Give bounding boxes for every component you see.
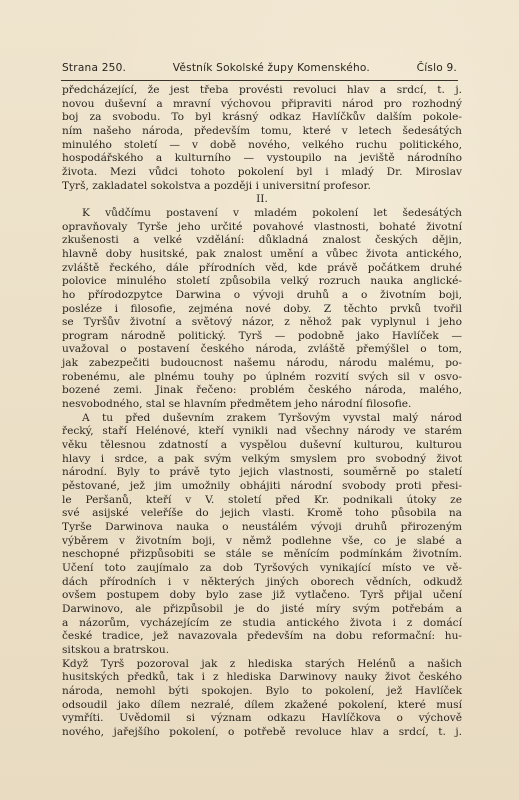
text-line: boj za svobodu. To byl krásný odkaz Havlíčkův dalším pokole- bbox=[62, 111, 462, 124]
header-rule bbox=[61, 80, 458, 81]
text-line: výběrem v životním boji, v němž podlehne vše, co je slabé a bbox=[62, 534, 462, 547]
page-number: Strana 250. bbox=[62, 62, 127, 74]
text-line: jak zabezpečiti budoucnost našemu národu, národu malému, po- bbox=[62, 357, 462, 370]
text-line: nesvobodného, stal se hlavním předmětem jeho národní filosofie. bbox=[62, 398, 412, 411]
text-line: A tu před duševním zrakem Tyršovým vyvstal malý národ bbox=[82, 411, 462, 424]
text-line: dách přírodních i v některých jiných oborech vědních, odkudž bbox=[62, 575, 462, 588]
text-line: husitských předků, tak i z hlediska Darwinovy nauky život českého bbox=[62, 671, 462, 684]
text-line: vymříti. Uvědomil si význam odkazu Havlíčkova o výchově bbox=[62, 712, 462, 725]
section-heading: II. bbox=[256, 193, 268, 206]
text-line: novou duševní a mravní výchovou připraviti národ pro rozhodný bbox=[62, 97, 462, 110]
text-line: zkušenosti a velké vzdělání: důkladná znalost českých dějin, bbox=[62, 234, 462, 247]
text-line: minulého století — v době nového, velkého ruchu politického, bbox=[62, 138, 462, 151]
text-line: posléze i filosofie, zejména nové doby. Z těchto prvků tvořil bbox=[62, 302, 462, 315]
body-text bbox=[62, 84, 462, 740]
text-line: života. Mezi vůdci tohoto pokolení byl i mladý Dr. Miroslav bbox=[62, 165, 462, 178]
text-line: své asijské veleříše do jejich vlasti. Kromě toho působila na bbox=[62, 507, 462, 520]
text-line: program národně politický. Tyrš — podobně jako Havlíček — bbox=[62, 329, 462, 342]
text-line: hospodářského a kulturního — vystoupilo na jeviště národního bbox=[62, 152, 462, 165]
text-line: národa, nemohl býti spokojen. Bylo to pokolení, jež Havlíček bbox=[62, 684, 462, 697]
text-line: neschopné přizpůsobiti se stále se měnícím podmínkám životním. bbox=[62, 548, 462, 561]
text-line: le Peršanů, kteří v V. století před Kr. podnikali útoky ze bbox=[62, 493, 462, 506]
text-line: se Tyršův životní a světový názor, z něhož pak vyplynul i jeho bbox=[62, 316, 462, 329]
text-line: národní. Byly to právě tyto jejich vlastnosti, souměrně po staletí bbox=[62, 466, 462, 479]
text-line: polovice minulého století způsobila velký rozruch nauka anglické- bbox=[62, 275, 462, 288]
text-line: bozené zemi. Jinak řečeno: problém českého národa, malého, bbox=[62, 384, 462, 397]
text-line: sitskou a bratrskou. bbox=[62, 643, 170, 656]
text-line: zvláště řeckého, dále přírodních věd, kde právě počátkem druhé bbox=[62, 261, 462, 274]
text-line: ovšem postupem doby bylo zase již vytlačeno. Tyrš přijal učení bbox=[62, 589, 462, 602]
text-line: Tyrš, zakladatel sokolstva a později i universitní profesor. bbox=[62, 179, 371, 192]
text-line: nového, jařejšího pokolení, o potřebě revoluce hlav a srdcí, t. j. bbox=[62, 725, 462, 738]
text-line: řecký, staří Helénové, kteří vynikli nad všechny národy ve starém bbox=[62, 425, 462, 438]
text-line: předcházející, že jest třeba provésti revoluci hlav a srdcí, t. j. bbox=[62, 84, 462, 96]
text-line: hlavně doby husitské, pak znalost umění a vůbec života antického, bbox=[62, 247, 462, 260]
text-line: Darwinovo, ale přizpůsobil je do jisté míry svým potřebám a bbox=[62, 602, 462, 615]
text-line: robenému, ale plnému touhy po úplném rozvití svých sil v osvo- bbox=[62, 370, 462, 383]
text-line: odsoudil jako dílem nezralé, dílem zkažené pokolení, které musí bbox=[62, 698, 462, 711]
text-line: a názorům, vycházejícím ze studia antického života i z domácí bbox=[62, 616, 462, 629]
text-line: Když Tyrš pozoroval jak z hlediska starých Helénů a našich bbox=[62, 657, 462, 670]
text-line: české tradice, jež navazovala především na dobu reformační: hu- bbox=[62, 630, 462, 643]
text-line: K vůdčímu postavení v mladém pokolení let šedesátých bbox=[82, 206, 462, 219]
text-line: Učení toto zaujímalo za dob Tyršových vynikající místo ve vě- bbox=[62, 561, 462, 574]
text-line: ho přírodozpytce Darwina o vývoji druhů a o životním boji, bbox=[62, 288, 462, 301]
text-line: věku tělesnou zdatností a vyspělou duševní kulturou, kulturou bbox=[62, 439, 462, 452]
text-line: Tyrše Darwinova nauka o neustálém vývoji druhů přirozeným bbox=[62, 521, 462, 533]
journal-title: Věstník Sokolské župy Komenského. bbox=[172, 62, 370, 74]
text-line: hlavy i srdce, a pak svým velkým smyslem pro svobodný život bbox=[62, 452, 462, 465]
text-line: opravňovaly Tyrše jeho určité povahové vlastnosti, bohaté životní bbox=[62, 220, 462, 233]
text-line: uvažoval o postavení českého národa, zvláště přemýšlel o tom, bbox=[62, 343, 462, 356]
text-line: pěstované, jež jim umožnily obhájiti národní svobody proti přesi- bbox=[62, 480, 462, 493]
text-line: ním našeho národa, především tomu, které v letech šedesátých bbox=[62, 124, 462, 137]
running-header bbox=[62, 62, 457, 74]
issue-number: Číslo 9. bbox=[416, 62, 457, 74]
